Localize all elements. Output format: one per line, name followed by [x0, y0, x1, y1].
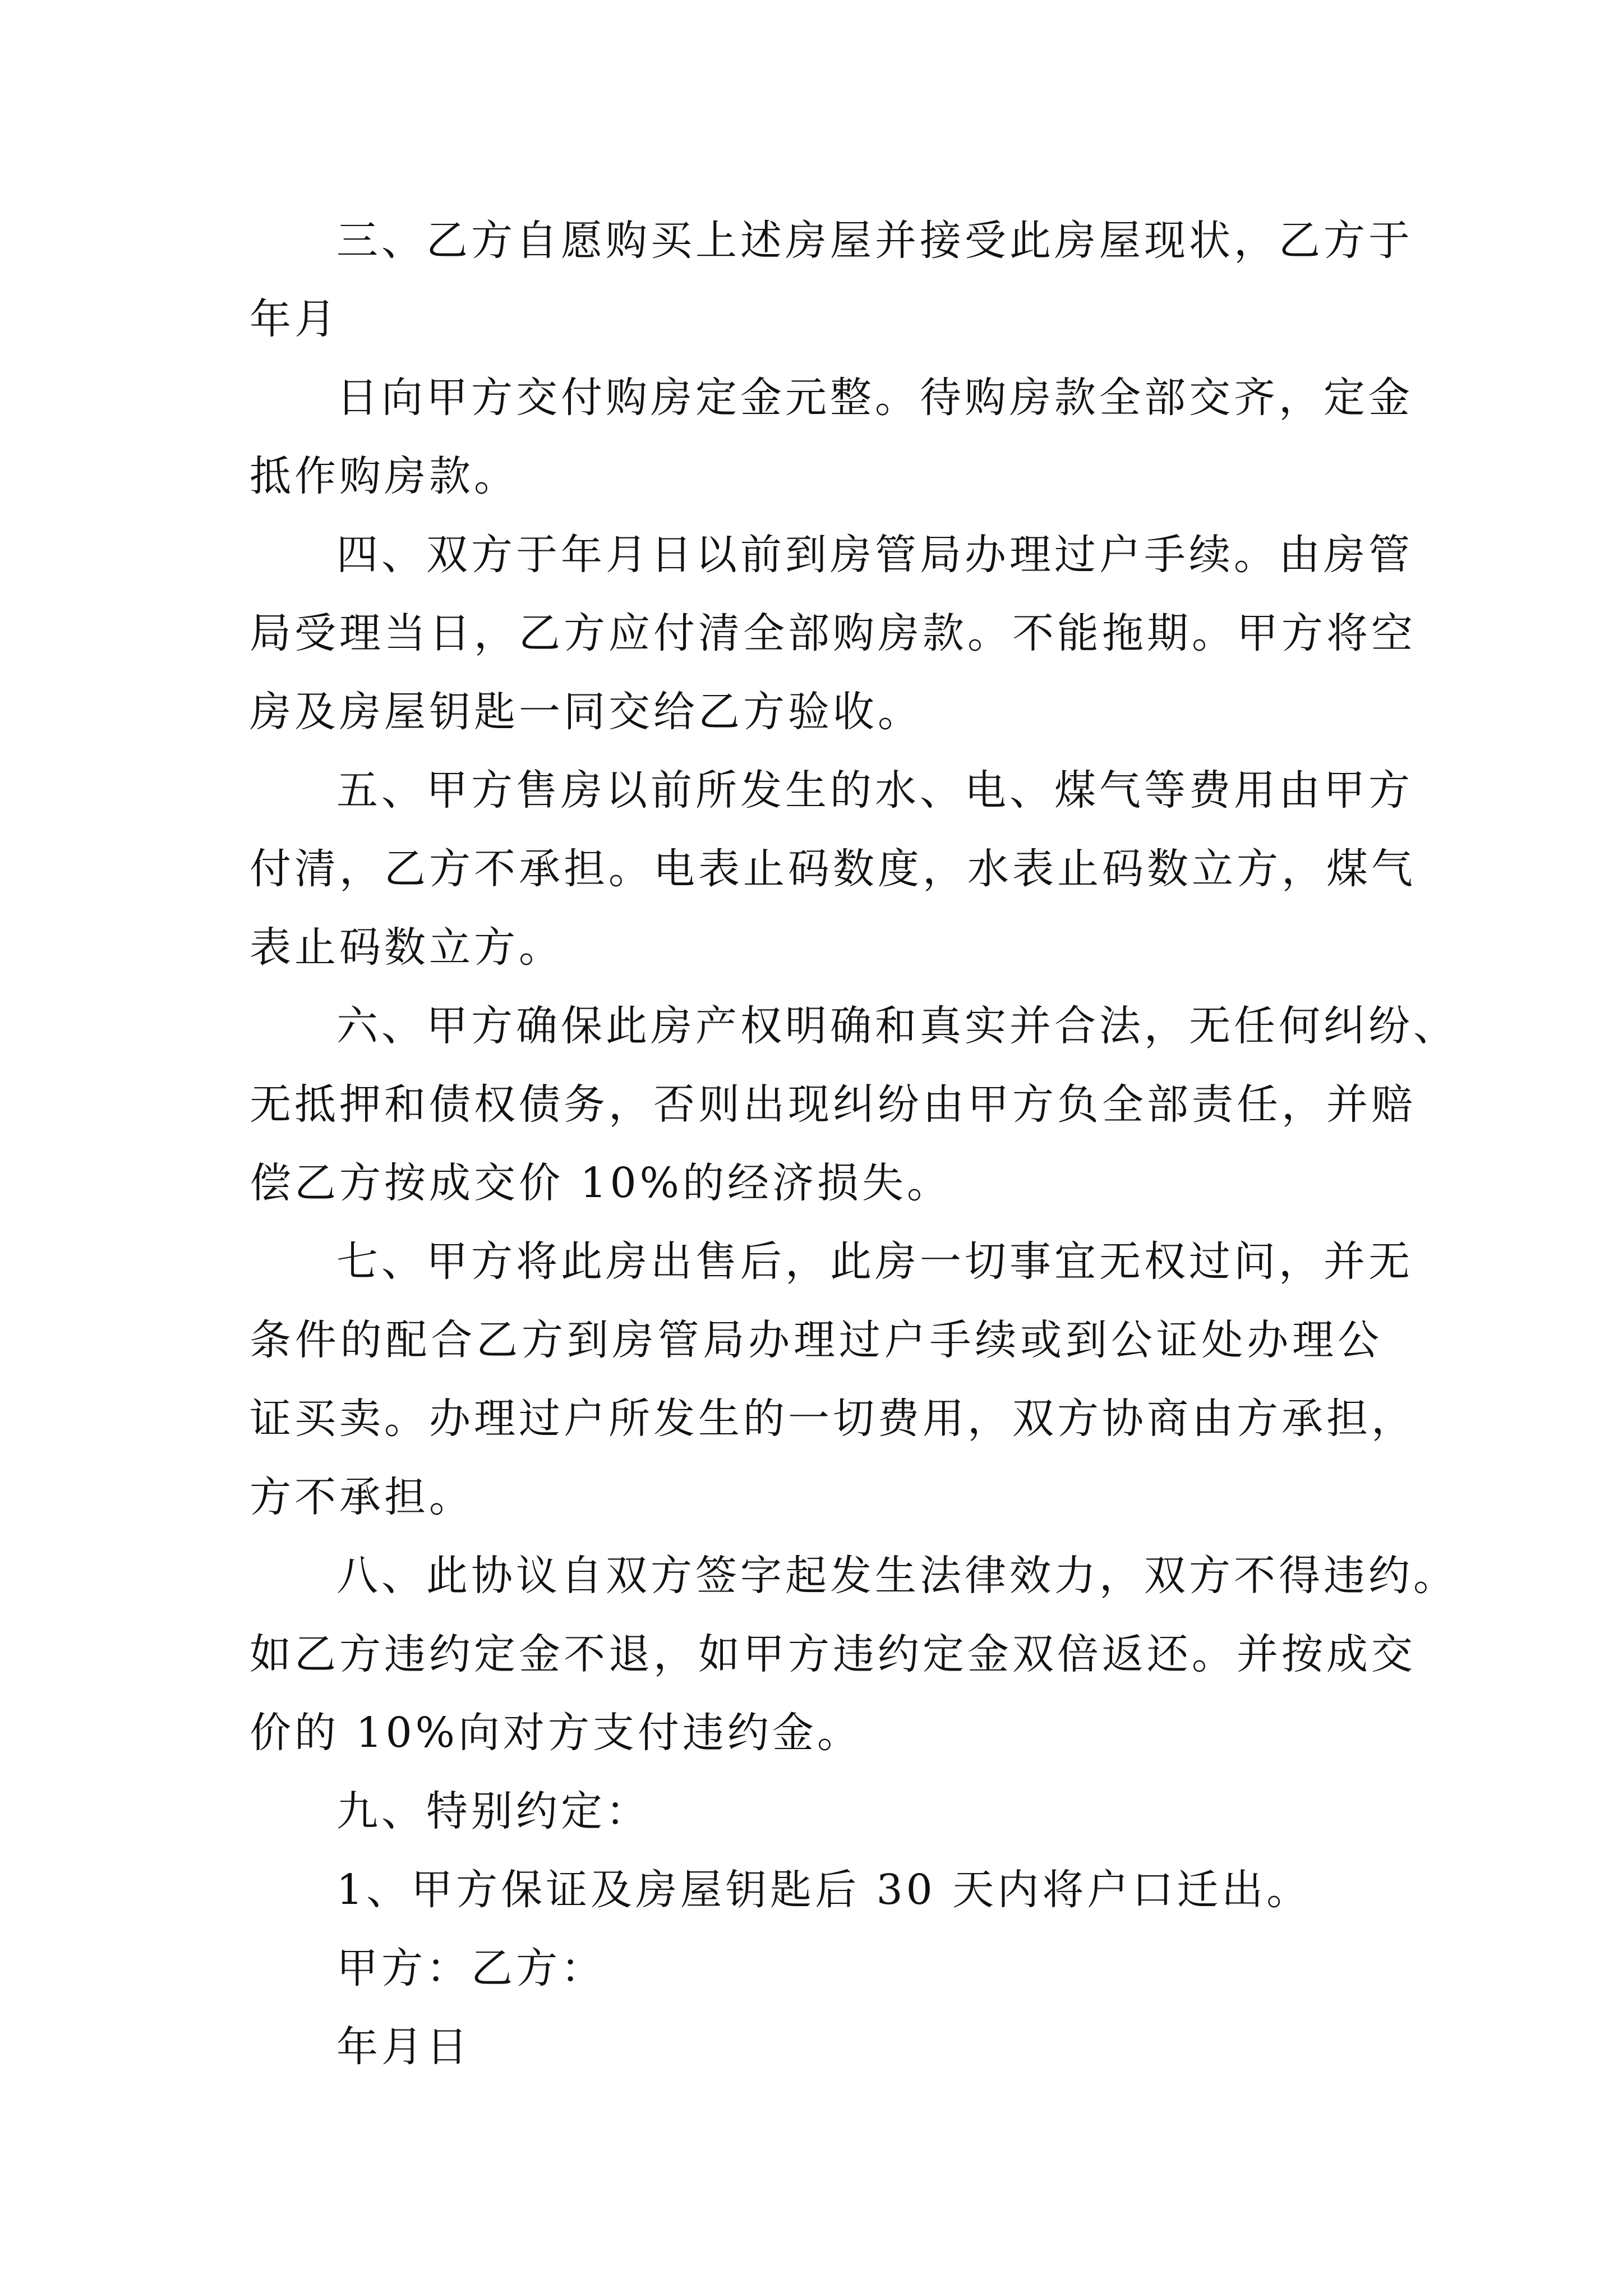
clause-3-line-4: 抵作购房款。 [250, 452, 519, 500]
clause-4-line-2: 局受理当日，乙方应付清全部购房款。不能拖期。甲方将空 [250, 609, 1416, 657]
clause-6-line-1: 六、甲方确保此房产权明确和真实并合法，无任何纠纷、 [336, 1002, 1458, 1050]
signature-parties: 甲方：乙方： [336, 1944, 606, 1993]
clause-6-line-2: 无抵押和债权债务，否则出现纠纷由甲方负全部责任，并赔 [250, 1080, 1416, 1129]
clause-7-line-1: 七、甲方将此房出售后，此房一切事宜无权过问，并无 [336, 1237, 1413, 1286]
clause-3-line-1: 三、乙方自愿购买上述房屋并接受此房屋现状，乙方于 [336, 217, 1413, 265]
clause-7-line-3: 证买卖。办理过户所发生的一切费用，双方协商由方承担， [250, 1395, 1416, 1443]
clause-6-line-3: 偿乙方按成交价 10%的经济损失。 [250, 1159, 952, 1207]
clause-5-line-2: 付清，乙方不承担。电表止码数度，水表止码数立方，煤气 [250, 845, 1416, 893]
clause-8-line-3: 价的 10%向对方支付违约金。 [250, 1709, 862, 1757]
clause-3-line-2: 年月 [250, 295, 339, 343]
clause-4-line-1: 四、双方于年月日以前到房管局办理过户手续。由房管 [336, 531, 1413, 579]
clause-9-heading: 九、特别约定： [336, 1787, 651, 1835]
clause-7-line-2: 条件的配合乙方到房管局办理过户手续或到公证处办理公 [250, 1316, 1382, 1364]
clause-7-line-4: 方不承担。 [250, 1473, 474, 1521]
clause-8-line-2: 如乙方违约定金不退，如甲方违约定金双倍返还。并按成交 [250, 1630, 1416, 1678]
clause-8-line-1: 八、此协议自双方签字起发生法律效力，双方不得违约。 [336, 1552, 1458, 1600]
signature-date: 年月日 [336, 2023, 471, 2071]
clause-3-line-3: 日向甲方交付购房定金元整。待购房款全部交齐，定金 [336, 374, 1413, 422]
clause-4-line-3: 房及房屋钥匙一同交给乙方验收。 [250, 688, 923, 736]
clause-5-line-1: 五、甲方售房以前所发生的水、电、煤气等费用由甲方 [336, 766, 1413, 815]
special-term-1: 1、甲方保证及房屋钥匙后 30 天内将户口迁出。 [336, 1866, 1312, 1914]
clause-5-line-3: 表止码数立方。 [250, 923, 564, 972]
